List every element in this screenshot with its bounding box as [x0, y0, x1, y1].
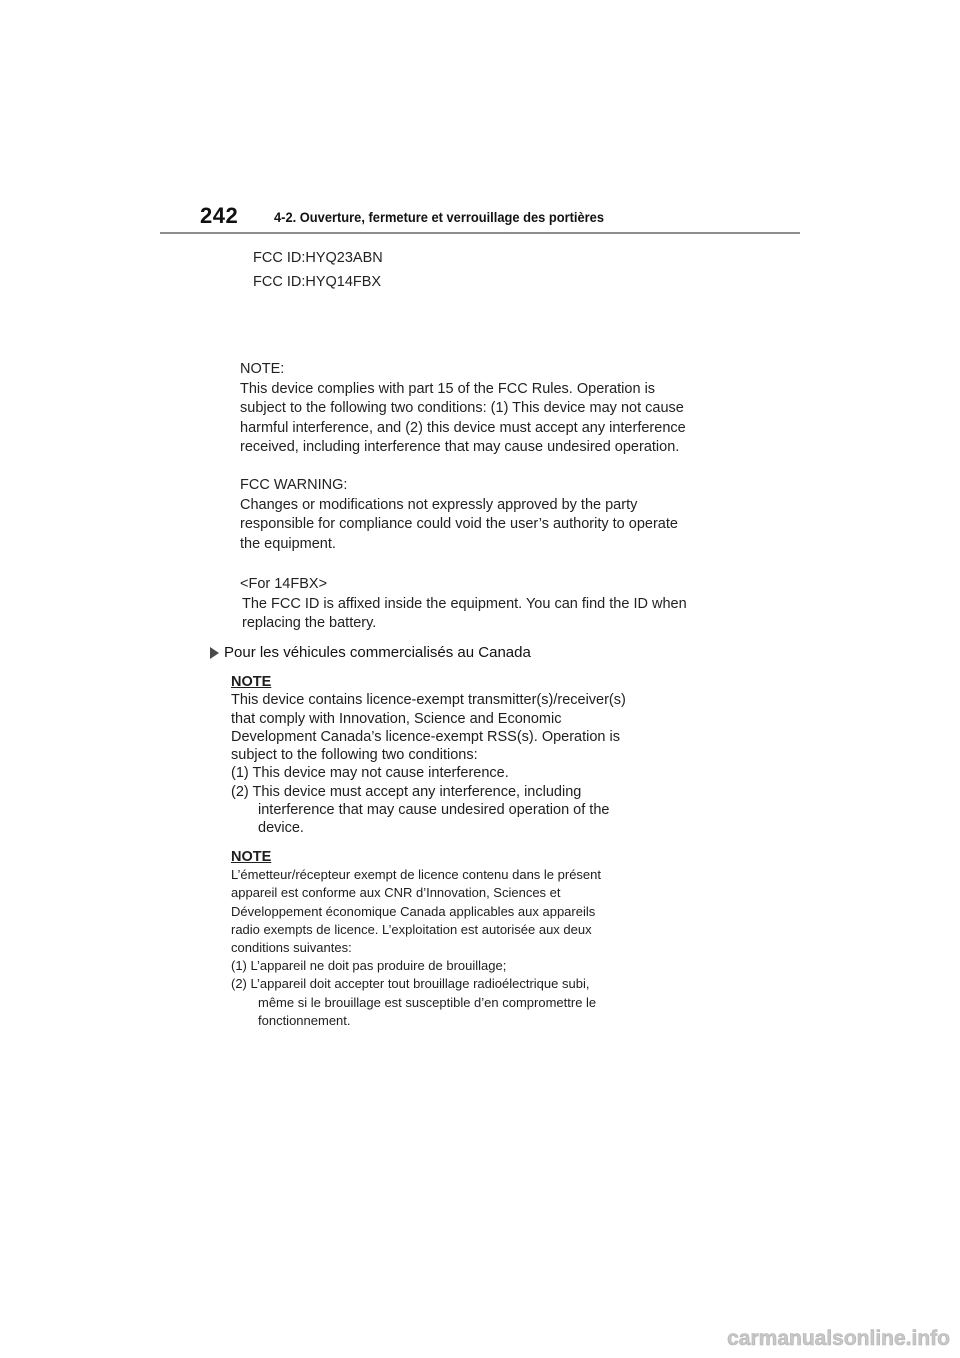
fcc-note: [240, 360, 686, 458]
note-line: interference that may cause undesired operation of the: [258, 802, 610, 819]
section-title: 4-2. Ouverture, fermeture et verrouillage des portières: [274, 209, 605, 225]
note-line: This device contains licence-exempt transmitter(s)/receiver(s): [231, 692, 626, 709]
note-line: Développement économique Canada applicables aux appareils: [231, 903, 596, 919]
note-heading: NOTE: [231, 674, 272, 690]
model-line: replacing the battery.: [242, 615, 377, 631]
note-line: conditions suivantes:: [231, 940, 352, 956]
note-line: subject to the following two conditions: (1) This device may not cause: [240, 400, 684, 416]
watermark-text: carmanualsonline.info: [727, 1327, 950, 1350]
note-line: radio exempts de licence. L’exploitation est autorisée aux deux: [231, 921, 592, 937]
page-number: 242: [200, 203, 239, 228]
warning-heading: FCC WARNING:: [240, 477, 348, 493]
note-line: L’émetteur/récepteur exempt de licence contenu dans le présent: [231, 867, 602, 883]
warning-line: Changes or modifications not expressly approved by the party: [240, 496, 638, 513]
canada-note-french: [231, 848, 601, 1030]
site-watermark: [684, 1318, 954, 1352]
model-heading: <For 14FBX>: [240, 576, 328, 592]
note-line: subject to the following two conditions:: [231, 747, 478, 764]
note-line: (2) L’appareil doit accepter tout brouillage radioélectrique subi,: [231, 976, 590, 992]
note-heading: NOTE: [231, 849, 272, 865]
fcc-id-line: FCC ID:HYQ23ABN: [253, 250, 383, 266]
note-line: harmful interference, and (2) this device must accept any interference: [240, 419, 686, 436]
note-line: fonctionnement.: [258, 1012, 351, 1028]
note-line: (2) This device must accept any interference, including: [231, 783, 582, 800]
model-note: [240, 575, 687, 634]
note-line: Development Canada’s licence-exempt RSS(s). Operation is: [231, 728, 620, 745]
fcc-warning: [240, 476, 678, 554]
note-line: This device complies with part 15 of the FCC Rules. Operation is: [240, 380, 656, 397]
note-line: (1) L’appareil ne doit pas produire de brouillage;: [231, 958, 507, 974]
triangle-bullet-icon: [210, 647, 219, 659]
warning-line: the equipment.: [240, 535, 336, 552]
canada-bullet-label: Pour les véhicules commercialisés au Canada: [224, 644, 531, 661]
header-divider: [160, 232, 800, 234]
note-line: device.: [258, 820, 304, 837]
model-line: The FCC ID is affixed inside the equipment. You can find the ID when: [242, 595, 687, 612]
note-line: (1) This device may not cause interference.: [231, 765, 509, 782]
note-heading: NOTE:: [240, 361, 285, 377]
warning-line: responsible for compliance could void the user’s authority to operate: [240, 516, 678, 532]
note-line: received, including interference that may cause undesired operation.: [240, 439, 680, 455]
canada-bullet: [210, 644, 531, 661]
note-line: même si le brouillage est susceptible d’en compromettre le: [258, 994, 597, 1010]
note-line: that comply with Innovation, Science and Economic: [231, 710, 562, 727]
fcc-id-line: FCC ID:HYQ14FBX: [253, 274, 382, 290]
canada-note-english: [231, 673, 626, 838]
note-line: appareil est conforme aux CNR d’Innovation, Sciences et: [231, 885, 561, 901]
